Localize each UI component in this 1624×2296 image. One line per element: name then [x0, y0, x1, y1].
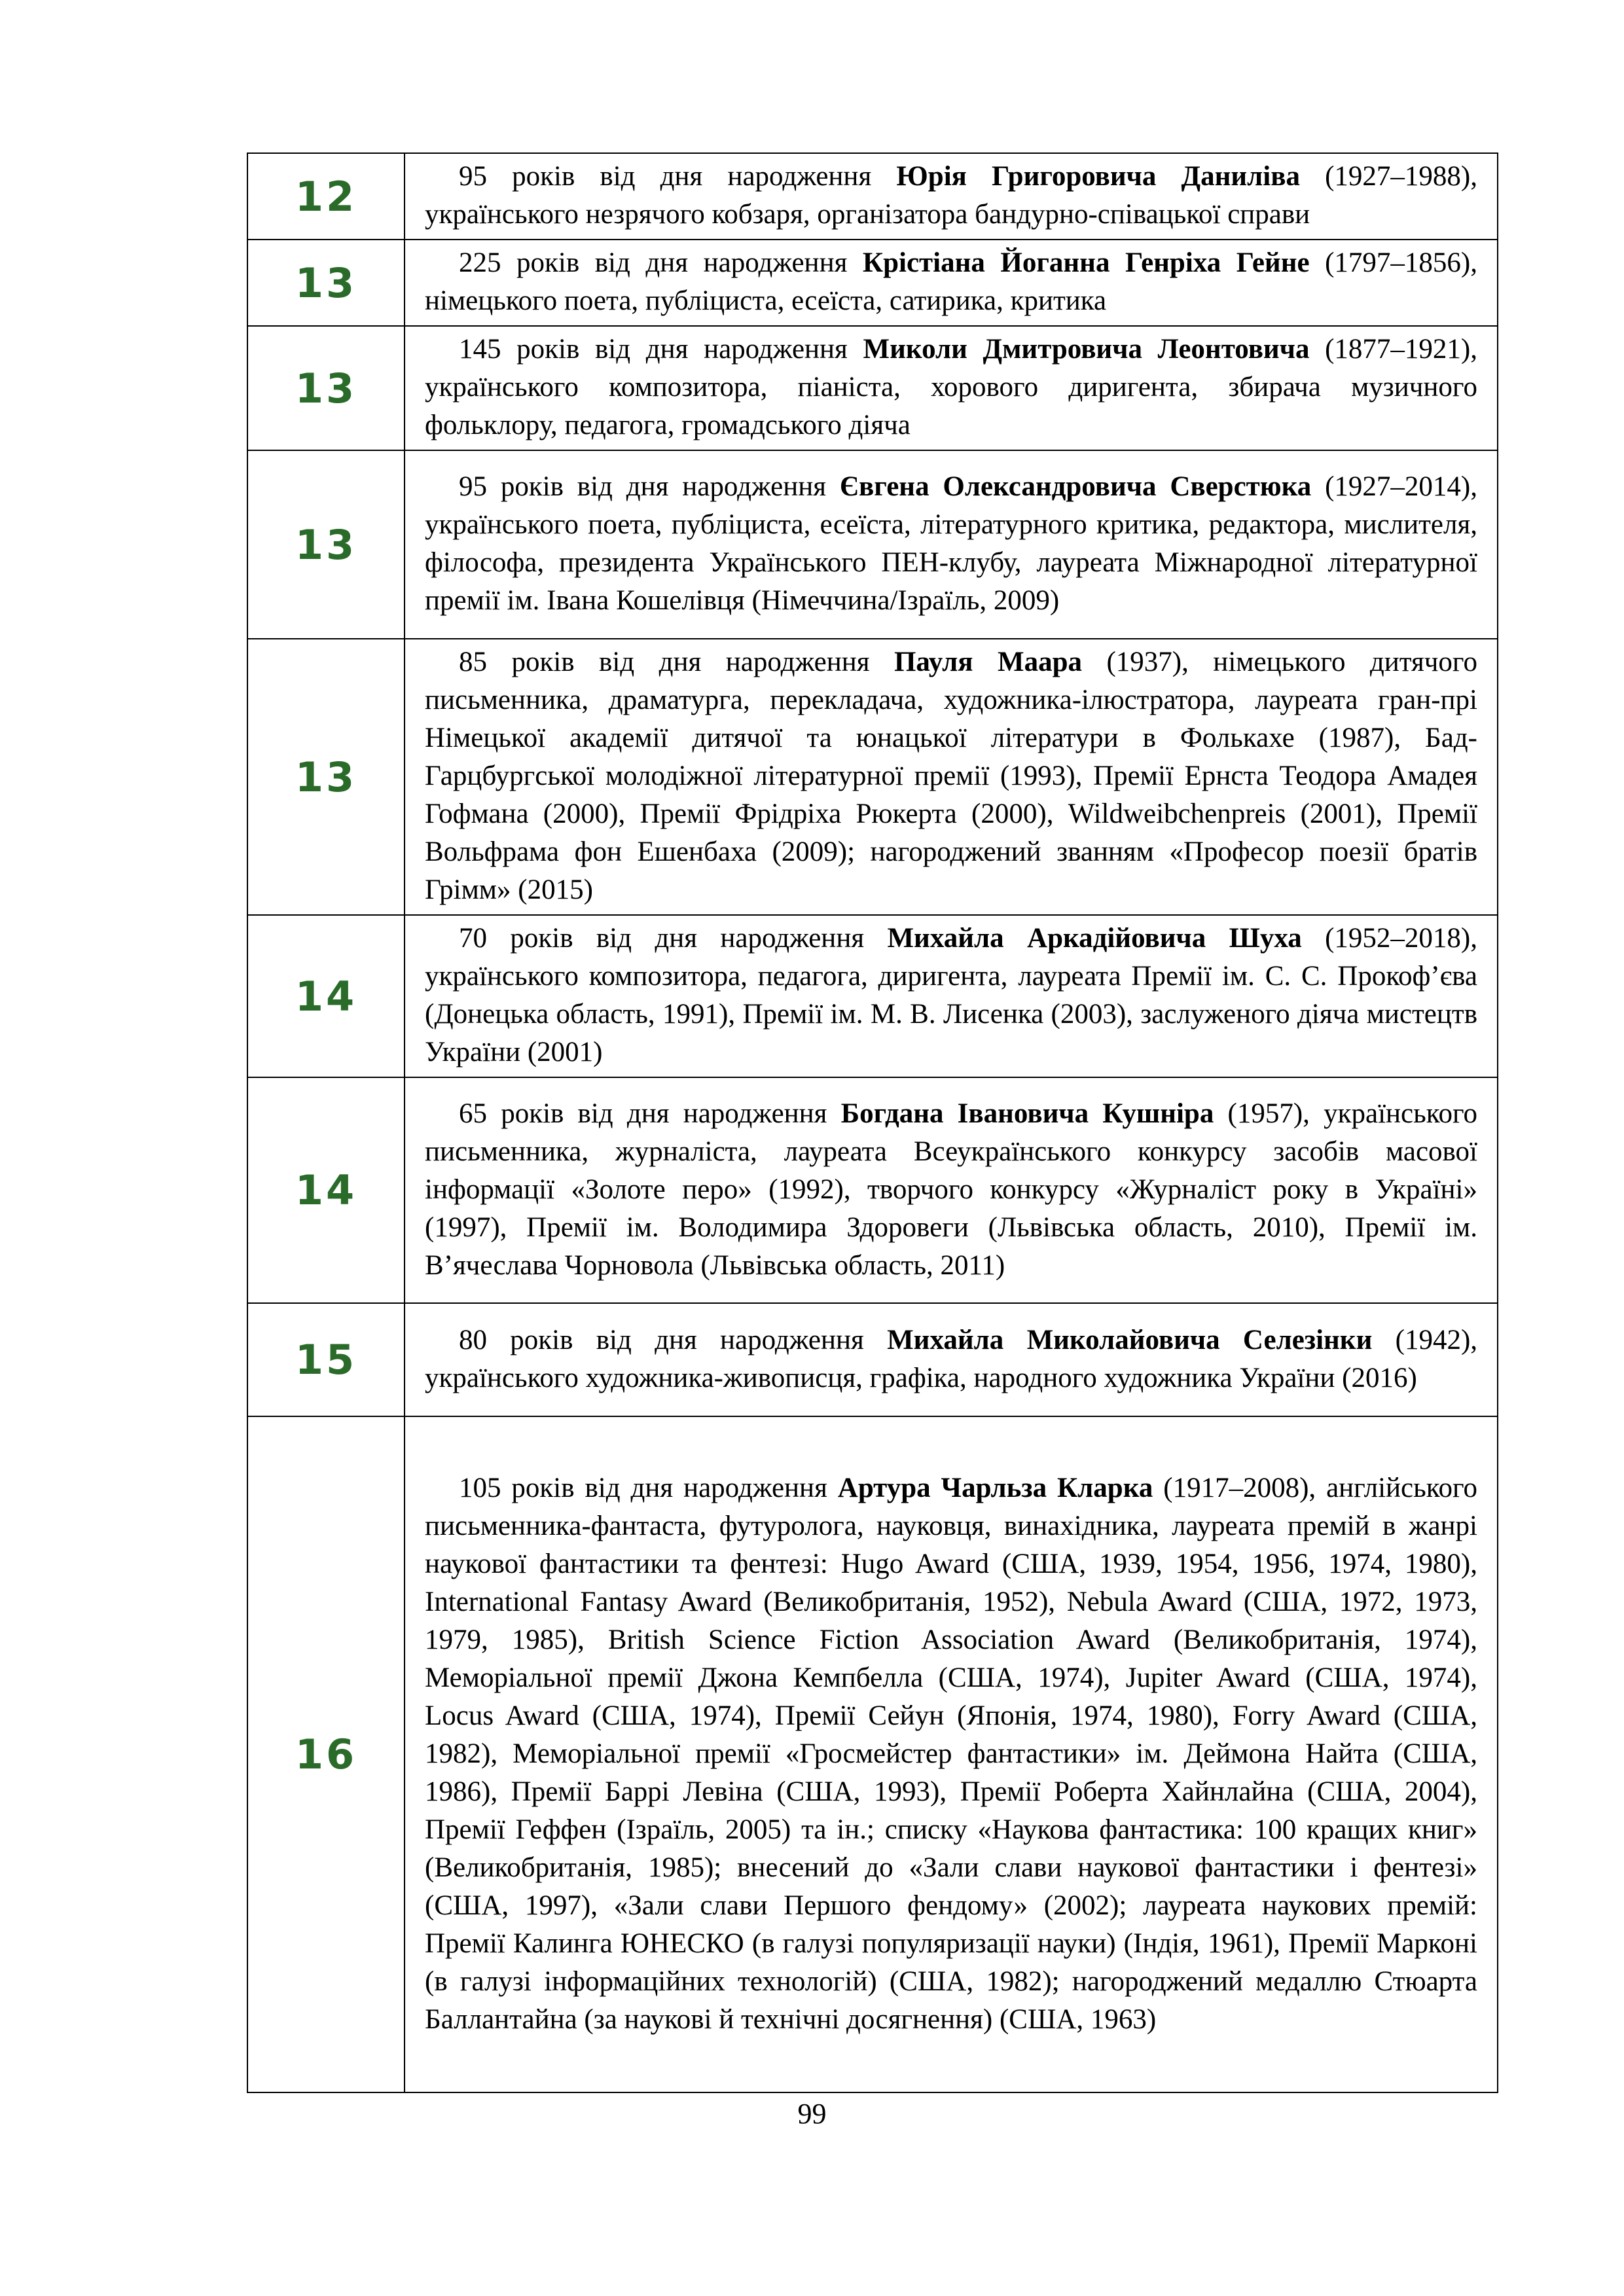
entry-prefix: 95 років від дня народження [459, 471, 840, 502]
entry-description: (1927–1988), українського незрячого кобзаря, організатора бандурно-співацької справи [425, 161, 1478, 230]
entry-text [425, 643, 1477, 909]
entry-cell [405, 240, 1498, 326]
day-cell [247, 1077, 405, 1303]
table-row [247, 639, 1498, 915]
table-row [247, 326, 1498, 450]
entry-text [425, 468, 1477, 620]
table-row [247, 1416, 1498, 2092]
day-number: 12 [295, 172, 357, 221]
entry-prefix: 225 років від дня народження [459, 247, 863, 278]
entry-text [425, 1095, 1477, 1285]
day-number: 13 [295, 753, 357, 801]
table-row [247, 1303, 1498, 1416]
entry-cell [405, 1303, 1498, 1416]
day-cell [247, 450, 405, 639]
day-cell [247, 326, 405, 450]
day-cell [247, 915, 405, 1077]
day-cell [247, 639, 405, 915]
person-name: Євгена Олександровича Сверстюка [839, 471, 1312, 502]
day-number: 15 [295, 1336, 357, 1384]
table-row [247, 240, 1498, 326]
entry-cell [405, 1416, 1498, 2092]
entry-prefix: 95 років від дня народження [459, 161, 897, 192]
day-number: 13 [295, 259, 357, 307]
entry-text [425, 1321, 1477, 1397]
entry-prefix: 70 років від дня народження [459, 923, 888, 954]
day-number: 13 [295, 364, 357, 412]
table-row [247, 915, 1498, 1077]
table-row [247, 1077, 1498, 1303]
table-row [247, 153, 1498, 240]
day-number: 14 [295, 972, 357, 1020]
person-name: Михайла Миколайовича Селезінки [887, 1324, 1373, 1355]
anniversary-calendar-table [247, 152, 1498, 2093]
person-name: Пауля Маара [893, 647, 1083, 677]
calendar-body [247, 153, 1498, 2092]
entry-cell [405, 326, 1498, 450]
day-cell [247, 153, 405, 240]
entry-description: (1917–2008), англійського письменника-фантаста, футуролога, науковця, винахідника, лауреата премій в жанрі наукової фантастики та фентезі: Hugo Award (США, 1939, 1954, 1956, 1974, 1980), International Fantasy Award (Великобританія, 1952), Nebula Award (США, 1972, 1973, 1979, 1985), British Science Fiction Association Award (Великобританія, 1974), Меморіальної премії Джона Кемпбелла (США, 1974), Jupiter Award (США, 1974), Locus Award (США, 1974), Премії Сейун (Японія, 1974, 1980), Forry Award (США, 1982), Меморіальної премії «Гросмейстер фантастики» ім. Деймона Найта (США, 1986), Премії Баррі Левіна (США, 1993), Премії Роберта Хайнлайна (США, 2004), Премії Геффен (Ізраїль, 2005) та ін.; списку «Наукова фантастика: 100 кращих книг» (Великобританія, 1985); внесений до «Зали слави наукової фантастики і фентезі» (США, 1997), «Зали слави Першого фендому» (2002); лауреата наукових премій: Премії Калинга ЮНЕСКО (в галузі популяризації науки) (Індія, 1961), Премії Марконі (в галузі інформаційних технологій) (США, 1982); нагороджений медаллю Стюарта Баллантайна (за наукові й технічні досягнення) (США, 1963) [425, 1472, 1478, 2035]
table-row [247, 450, 1498, 639]
entry-prefix: 145 років від дня народження [459, 334, 863, 365]
entry-prefix: 65 років від дня народження [459, 1098, 841, 1129]
entry-text [425, 331, 1477, 444]
person-name: Михайла Аркадійовича Шуха [887, 923, 1302, 954]
day-cell [247, 240, 405, 326]
person-name: Артура Чарльза Кларка [837, 1472, 1153, 1503]
entry-prefix: 105 років від дня народження [459, 1472, 838, 1503]
entry-description: (1877–1921), українського композитора, піаніста, хорового диригента, збирача музичного фольклору, педагога, громадського діяча [425, 334, 1477, 440]
day-cell [247, 1416, 405, 2092]
entry-text [425, 920, 1477, 1071]
entry-description: (1797–1856), німецького поета, публіциста, есеїста, сатирика, критика [425, 247, 1477, 316]
entry-cell [405, 1077, 1498, 1303]
page-number: 99 [797, 2098, 827, 2130]
entry-text [425, 1469, 1477, 2039]
day-number: 14 [295, 1166, 357, 1214]
entry-prefix: 80 років від дня народження [459, 1324, 888, 1355]
entry-cell [405, 915, 1498, 1077]
entry-text [425, 244, 1477, 320]
entry-description: (1952–2018), українського композитора, педагога, диригента, лауреата Премії ім. С. С. Прокоф’єва (Донецька область, 1991), Премії ім. М. В. Лисенка (2003), заслуженого діяча мистецтв України (2001) [425, 923, 1478, 1067]
entry-description: (1937), німецького дитячого письменника, драматурга, перекладача, художника-ілюстратора, лауреата гран-прі Німецької академії дитячої та юнацької літератури в Фолькахе (1987), Бад-Гарцбургської молодіжної літературної премії (1993), Премії Ернста Теодора Амадея Гофмана (2000), Премії Фрідріха Рюкерта (2000), Wildweibchenpreis (2001), Премії Вольфрама фон Ешенбаха (2009); нагороджений званням «Професор поезії братів Грімм» (2015) [425, 647, 1477, 905]
entry-description: (1927–2014), українського поета, публіциста, есеїста, літературного критика, редактора, мислителя, філософа, президента Українського ПЕН-клубу, лауреата Міжнародної літературної премії ім. Івана Кошелівця (Німеччина/Ізраїль, 2009) [425, 471, 1477, 616]
entry-description: (1942), українського художника-живописця, графіка, народного художника України (2016) [425, 1324, 1478, 1393]
day-number: 16 [295, 1731, 357, 1778]
day-cell [247, 1303, 405, 1416]
person-name: Юрія Григоровича Даниліва [896, 161, 1300, 192]
person-name: Богдана Івановича Кушніра [840, 1098, 1214, 1129]
entry-prefix: 85 років від дня народження [459, 647, 894, 677]
day-number: 13 [295, 520, 357, 569]
person-name: Миколи Дмитровича Леонтовича [863, 334, 1310, 365]
entry-cell [405, 153, 1498, 240]
person-name: Крістіана Йоганна Генріха Гейне [862, 247, 1310, 278]
entry-cell [405, 450, 1498, 639]
entry-text [425, 158, 1477, 234]
entry-cell [405, 639, 1498, 915]
entry-description: (1957), українського письменника, журналіста, лауреата Всеукраїнського конкурсу засобів масової інформації «Золоте перо» (1992), творчого конкурсу «Журналіст року в Україні» (1997), Премії ім. Володимира Здоровеги (Львівська область, 2010), Премії ім. В’ячеслава Чорновола (Львівська область, 2011) [425, 1098, 1478, 1281]
